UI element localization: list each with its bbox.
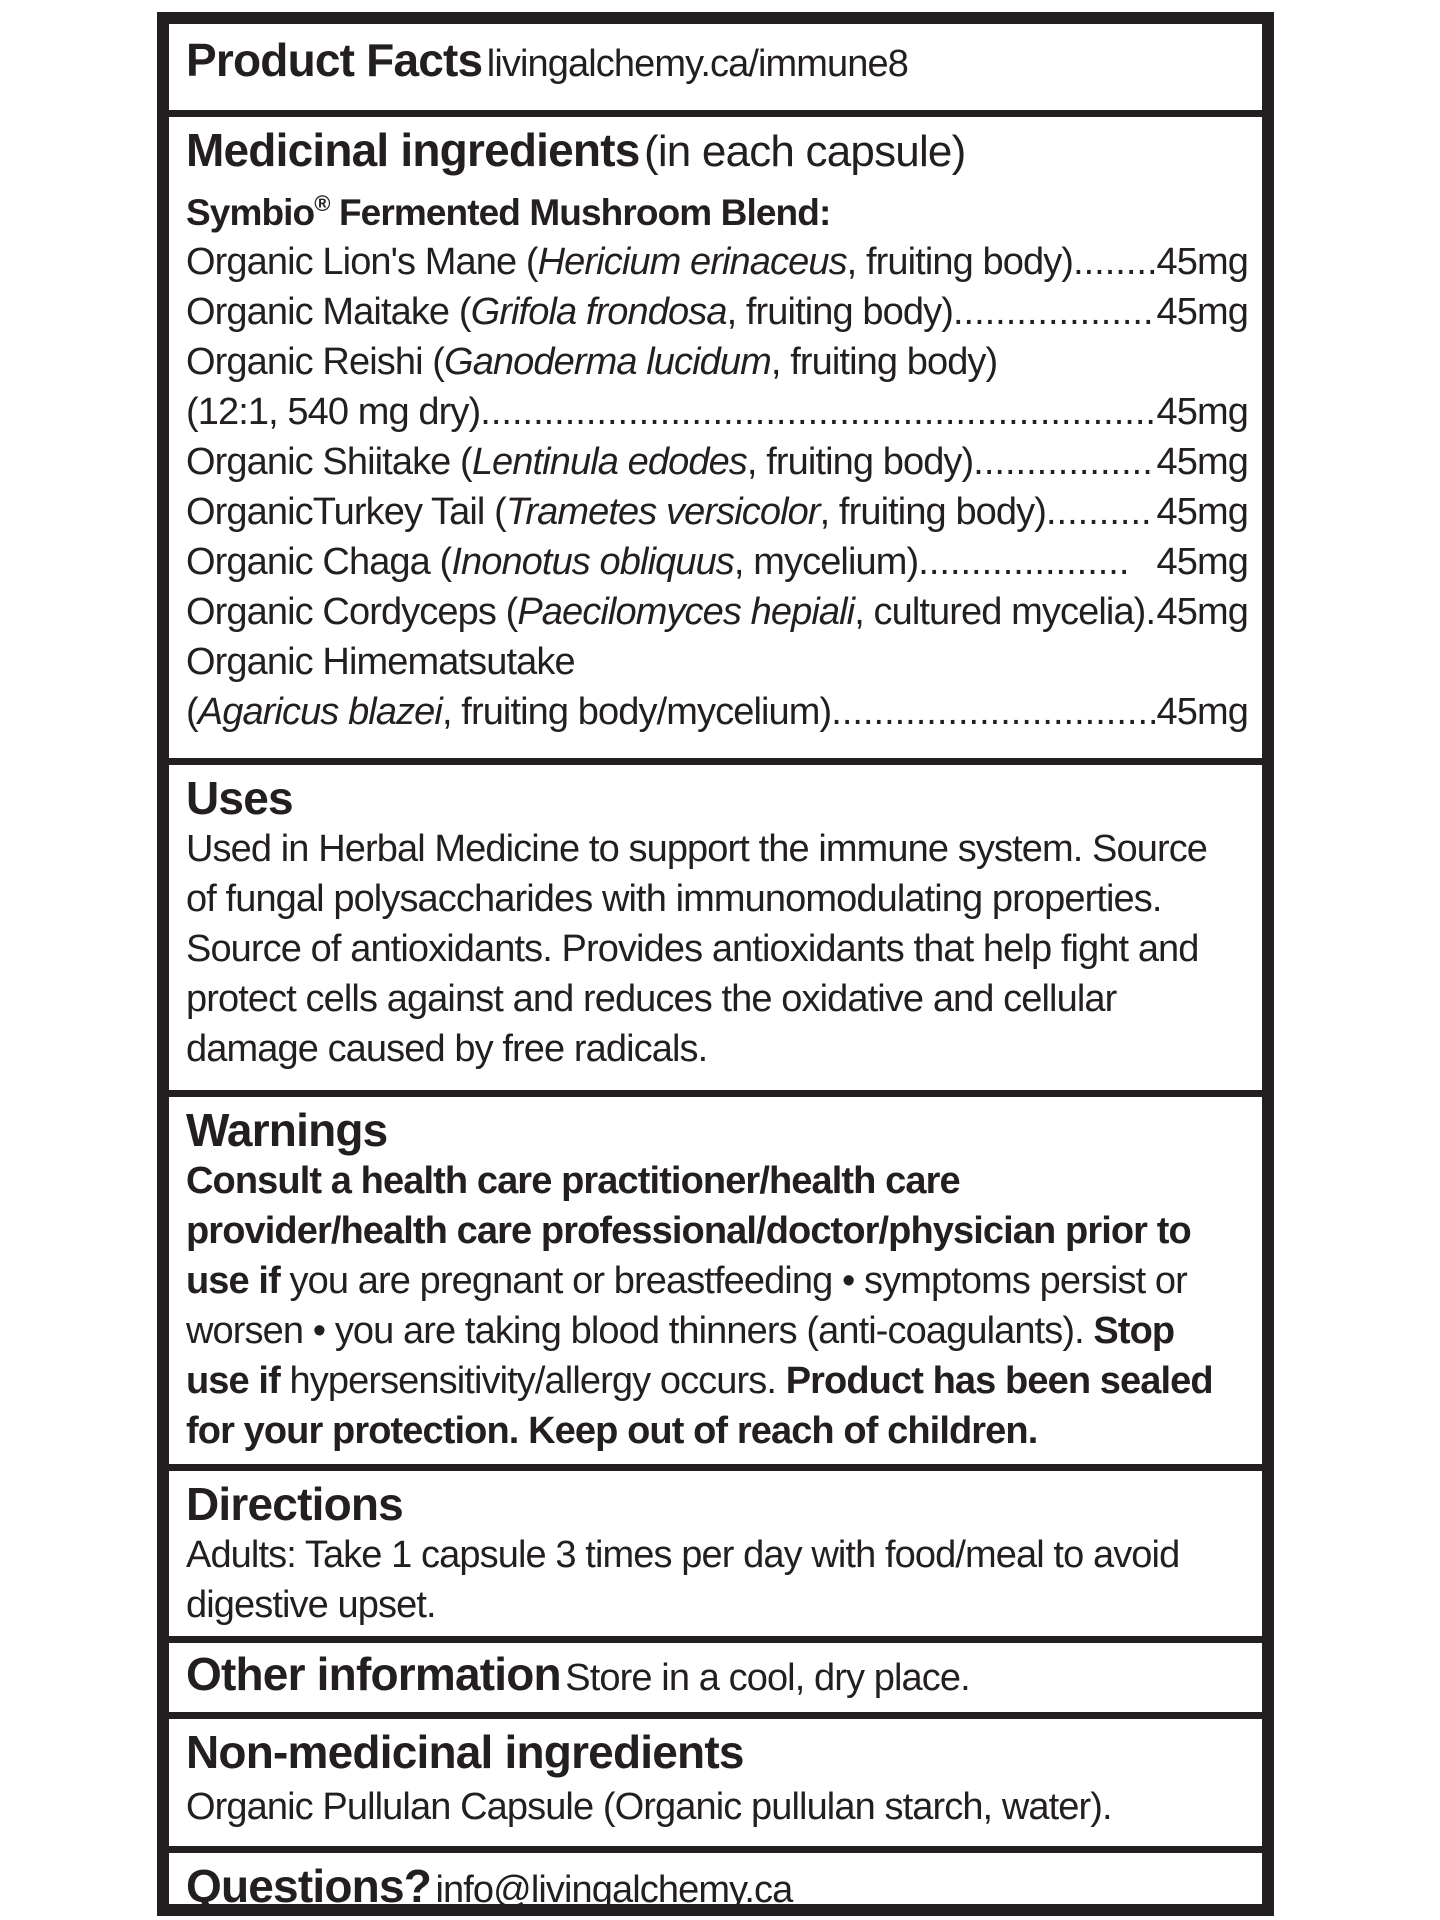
ingredient-amount: 45mg <box>1156 291 1248 333</box>
leader-dots <box>1046 487 1155 537</box>
leader-dots <box>953 287 1155 337</box>
directions-text: Adults: Take 1 capsule 3 times per day with food/meal to avoid digestive upset. <box>186 1534 1180 1626</box>
blend-heading: Symbio® Fermented Mushroom Blend: <box>186 191 831 233</box>
divider <box>169 1636 1262 1643</box>
ingredient-amount: 45mg <box>1156 241 1248 283</box>
leader-dots <box>480 387 1154 437</box>
contact-email[interactable]: info@livingalchemy.ca <box>435 1869 793 1911</box>
ingredient-row: Organic Reishi (Ganoderma lucidum, fruiting body) <box>186 341 998 383</box>
leader-dots <box>918 537 1128 587</box>
registered-mark: ® <box>314 191 330 216</box>
uses-title: Uses <box>186 772 293 824</box>
leader-dots <box>1145 587 1154 637</box>
product-facts-panel <box>157 12 1274 1916</box>
ingredient-amount: 45mg <box>1156 691 1248 733</box>
ingredient-amount: 45mg <box>1156 441 1248 483</box>
ingredient-amount: 45mg <box>1156 591 1248 633</box>
non-medicinal-title: Non-medicinal ingredients <box>186 1726 744 1778</box>
other-information-text: Store in a cool, dry place. <box>565 1657 970 1699</box>
product-facts-title: Product Facts <box>186 34 483 86</box>
ingredient-amount: 45mg <box>1156 391 1248 433</box>
divider <box>169 1464 1262 1471</box>
leader-dots <box>831 687 1154 737</box>
ingredient-row: Organic Maitake (Grifola frondosa, fruiting body) ..... 45mg <box>186 287 1248 337</box>
divider <box>169 1712 1262 1719</box>
ingredient-row-continued: (Agaricus blazei, fruiting body/mycelium) ..... 45mg <box>186 687 1248 737</box>
divider <box>169 1090 1262 1097</box>
medicinal-ingredients-section <box>169 124 1262 737</box>
directions-section <box>169 1478 1262 1630</box>
ingredient-row: Organic Himematsutake <box>186 641 575 683</box>
warnings-title: Warnings <box>186 1104 388 1156</box>
ingredient-amount: 45mg <box>1156 541 1248 583</box>
warnings-text: Consult a health care practitioner/health care provider/health care professional/doctor/physician prior to use if you are pregnant or breastfeeding • symptoms persist or worsen • you are taking blood thinners (anti-coagulants). Stop use if hypersensitivity/allergy occurs. Product has been sealed for your protection. Keep out of reach of children. <box>186 1160 1213 1452</box>
leader-dots <box>973 437 1154 487</box>
questions-title: Questions? <box>186 1860 432 1912</box>
other-information-section <box>169 1648 1262 1700</box>
divider <box>169 110 1262 117</box>
other-information-title: Other information <box>186 1648 561 1700</box>
non-medicinal-text: Organic Pullulan Capsule (Organic pullulan starch, water). <box>186 1786 1112 1828</box>
ingredient-row: Organic Cordyceps (Paecilomyces hepiali, cultured mycelia) ..... 45mg <box>186 587 1248 637</box>
medicinal-ingredients-title: Medicinal ingredients <box>186 124 640 176</box>
ingredient-row: Organic Lion's Mane (Hericium erinaceus, fruiting body) ..... 45mg <box>186 237 1248 287</box>
ingredient-amount: 45mg <box>1156 491 1248 533</box>
uses-text: Used in Herbal Medicine to support the immune system. Source of fungal polysaccharides with immunomodulating properties. Source of antioxidants. Provides antioxidants that help fight and protect cells against and reduces the oxidative and cellular damage caused by free radicals. <box>186 828 1208 1070</box>
directions-title: Directions <box>186 1478 403 1530</box>
ingredient-row: Organic Chaga (Inonotus obliquus, mycelium) ..... 45mg <box>186 537 1248 587</box>
questions-section <box>169 1860 1262 1912</box>
uses-section <box>169 772 1262 1074</box>
non-medicinal-section <box>169 1726 1262 1832</box>
header-section <box>169 34 1262 86</box>
product-url[interactable]: livingalchemy.ca/immune8 <box>486 43 908 85</box>
divider <box>169 1846 1262 1853</box>
divider <box>169 758 1262 765</box>
ingredient-row: Organic Shiitake (Lentinula edodes, fruiting body) ..... 45mg <box>186 437 1248 487</box>
ingredient-row-continued: (12:1, 540 mg dry) ..... 45mg <box>186 387 1248 437</box>
warnings-section <box>169 1104 1262 1456</box>
medicinal-ingredients-subtitle: (in each capsule) <box>643 127 966 176</box>
ingredient-row: OrganicTurkey Tail (Trametes versicolor, fruiting body) ..... 45mg <box>186 487 1248 537</box>
leader-dots <box>1073 237 1154 287</box>
